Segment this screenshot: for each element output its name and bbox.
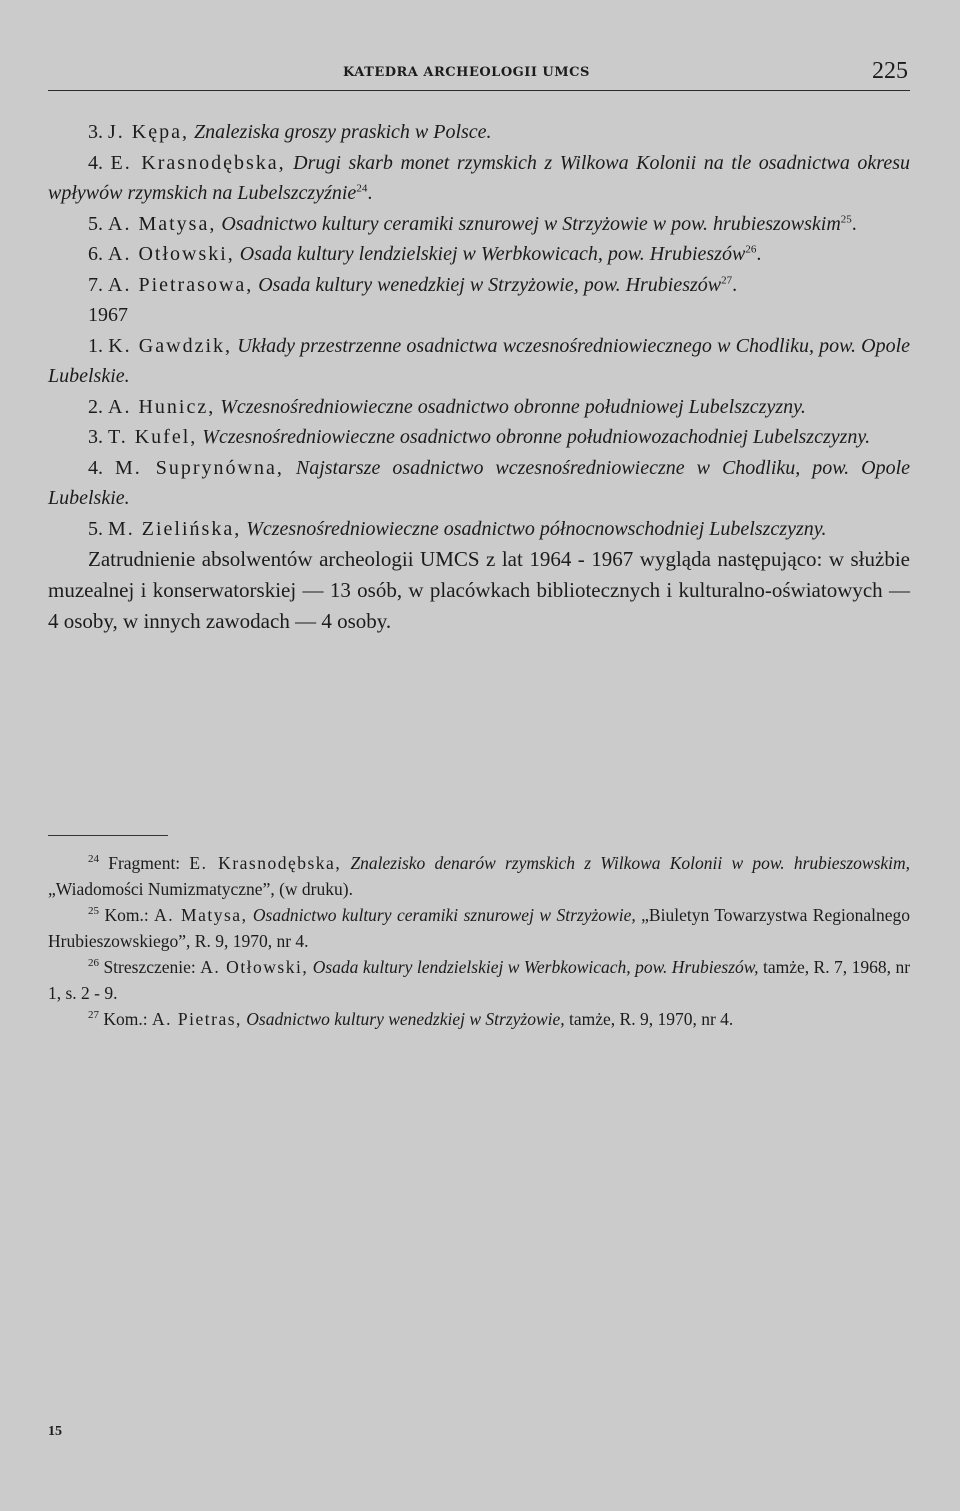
footnote-number: 25: [88, 905, 99, 918]
footnote-author: A. Matysa,: [154, 905, 248, 925]
body-text: [48, 117, 910, 637]
footnote-author: E. Krasnodębska,: [189, 853, 342, 873]
list-item: 7. A. Pietrasowa, Osada kultury wenedzkiej w Strzyżowie, pow. Hrubieszów$^{27}$.: [88, 273, 738, 296]
entry-author: T. Kufel,: [108, 426, 198, 448]
entry-author: A. Otłowski,: [108, 243, 235, 265]
list-item: 2. A. Hunicz, Wczesnośredniowieczne osadnictwo obronne południowej Lubelszczyzny.: [88, 395, 806, 418]
entry-author: A. Pietrasowa,: [108, 273, 254, 296]
list-item: 5. M. Zielińska, Wczesnośredniowieczne osadnictwo północnowschodniej Lubelszczyzny.: [88, 517, 827, 540]
signature-mark: 15: [48, 1424, 62, 1439]
list-item: 3. T. Kufel, Wczesnośredniowieczne osadnictwo obronne południowozachodniej Lubelszczyzny.: [88, 426, 871, 448]
footnote-ref: 26: [745, 243, 757, 256]
footnote: $^{24}$ Fragment: E. Krasnodębska, Znalezisko denarów rzymskich z Wilkowa Kolonii w pow. hrubieszowskim, „Wiadomości Numizmatyczne”, (w druku).: [48, 853, 911, 899]
entry-title: Wczesnośredniowieczne osadnictwo obronne południowozachodniej Lubelszczyzny.: [202, 426, 871, 448]
entry-title: Znaleziska groszy praskich w Polsce.: [193, 121, 492, 143]
list-item: 3. J. Kępa, Znaleziska groszy praskich w Polsce.: [88, 121, 492, 143]
entry-author: A. Hunicz,: [108, 395, 216, 418]
footnotes: [48, 850, 910, 1032]
list-item: 5. A. Matysa, Osadnictwo kultury ceramiki sznurowej w Strzyżowie w pow. hrubieszowskim$^{25}$.: [88, 212, 857, 235]
entry-author: M. Zielińska,: [108, 517, 242, 540]
footnote-number: 27: [88, 1009, 99, 1022]
footnote-number: 24: [88, 853, 99, 866]
footnote-title: Osadnictwo kultury ceramiki sznurowej w Strzyżowie,: [252, 905, 636, 925]
footnote-title: Znalezisko denarów rzymskich z Wilkowa Kolonii w pow. hrubieszowskim,: [350, 853, 911, 873]
running-title: KATEDRA ARCHEOLOGII UMCS: [343, 65, 590, 80]
running-header: [48, 56, 910, 91]
year-heading: 1967: [88, 304, 128, 326]
list-item: 1. K. Gawdzik, Układy przestrzenne osadnictwa wczesnośredniowiecznego w Chodliku, pow. Opole Lubelskie.: [48, 334, 911, 387]
entry-author: J. Kępa,: [108, 121, 189, 143]
entry-title: Układy przestrzenne osadnictwa wczesnośredniowiecznego w Chodliku, pow. Opole Lubelskie.: [48, 334, 911, 387]
footnote-title: Osada kultury lendzielskiej w Werbkowicach, pow. Hrubieszów,: [312, 957, 759, 977]
list-item: 6. A. Otłowski, Osada kultury lendzielskiej w Werbkowicach, pow. Hrubieszów$^{26}$.: [88, 243, 762, 265]
footnote: $^{27}$ Kom.: A. Pietras, Osadnictwo kultury wenedzkiej w Strzyżowie, tamże, R. 9, 1970, nr 4.: [88, 1009, 734, 1029]
footnote-ref: 27: [721, 273, 733, 286]
footnote: $^{26}$ Streszczenie: A. Otłowski, Osada kultury lendzielskiej w Werbkowicach, pow. Hrubieszów, tamże, R. 7, 1968, nr 1, s. 2 - 9.: [48, 957, 911, 1003]
footnote-ref: 25: [840, 212, 852, 225]
footnote-ref: 24: [356, 182, 368, 195]
footnote-divider: [48, 835, 168, 836]
entry-title: Wczesnośredniowieczne osadnictwo północnowschodniej Lubelszczyzny.: [246, 517, 827, 540]
footnote-number: 26: [88, 957, 99, 970]
footnote-title: Osadnictwo kultury wenedzkiej w Strzyżowie,: [246, 1009, 565, 1029]
entry-author: K. Gawdzik,: [108, 334, 233, 357]
entry-author: E. Krasnodębska,: [110, 151, 286, 174]
page-number: 225: [872, 58, 908, 84]
entry-title: Najstarsze osadnictwo wczesnośredniowieczne w Chodliku, pow. Opole Lubelskie.: [48, 456, 911, 509]
entry-title: Wczesnośredniowieczne osadnictwo obronne południowej Lubelszczyzny.: [220, 395, 806, 418]
footnote: $^{25}$ Kom.: A. Matysa, Osadnictwo kultury ceramiki sznurowej w Strzyżowie, „Biuletyn Towarzystwa Regionalnego Hrubieszowskiego”, R. 9, 1970, nr 4.: [48, 905, 910, 951]
footnote-author: A. Pietras,: [152, 1009, 242, 1029]
entry-title: Osada kultury wenedzkiej w Strzyżowie, pow. Hrubieszów: [258, 273, 722, 296]
entry-title: Osada kultury lendzielskiej w Werbkowicach, pow. Hrubieszów: [239, 243, 746, 265]
list-item: 4. E. Krasnodębska, Drugi skarb monet rzymskich z Wilkowa Kolonii na tle osadnictwa okresu wpływów rzymskich na Lubelszczyźnie$^{24}$.: [48, 151, 910, 204]
footnote-author: A. Otłowski,: [200, 957, 309, 977]
entry-title: Drugi skarb monet rzymskich z Wilkowa Kolonii na tle osadnictwa okresu wpływów rzymskich na Lubelszczyźnie: [48, 151, 910, 204]
employment-paragraph: Zatrudnienie absolwentów archeologii UMCS z lat 1964 - 1967 wygląda następująco: w służbie muzealnej i konserwatorskiej — 13 osób, w placówkach bibliotecznych i kulturalno-oświatowych — 4 osoby, w innych zawodach — 4 osoby.: [48, 547, 910, 633]
entry-author: A. Matysa,: [108, 212, 217, 235]
entry-title: Osadnictwo kultury ceramiki sznurowej w Strzyżowie w pow. hrubieszowskim: [221, 212, 841, 235]
entry-author: M. Suprynówna,: [115, 456, 284, 479]
list-item: 4. M. Suprynówna, Najstarsze osadnictwo wczesnośredniowieczne w Chodliku, pow. Opole Lubelskie.: [48, 456, 911, 509]
